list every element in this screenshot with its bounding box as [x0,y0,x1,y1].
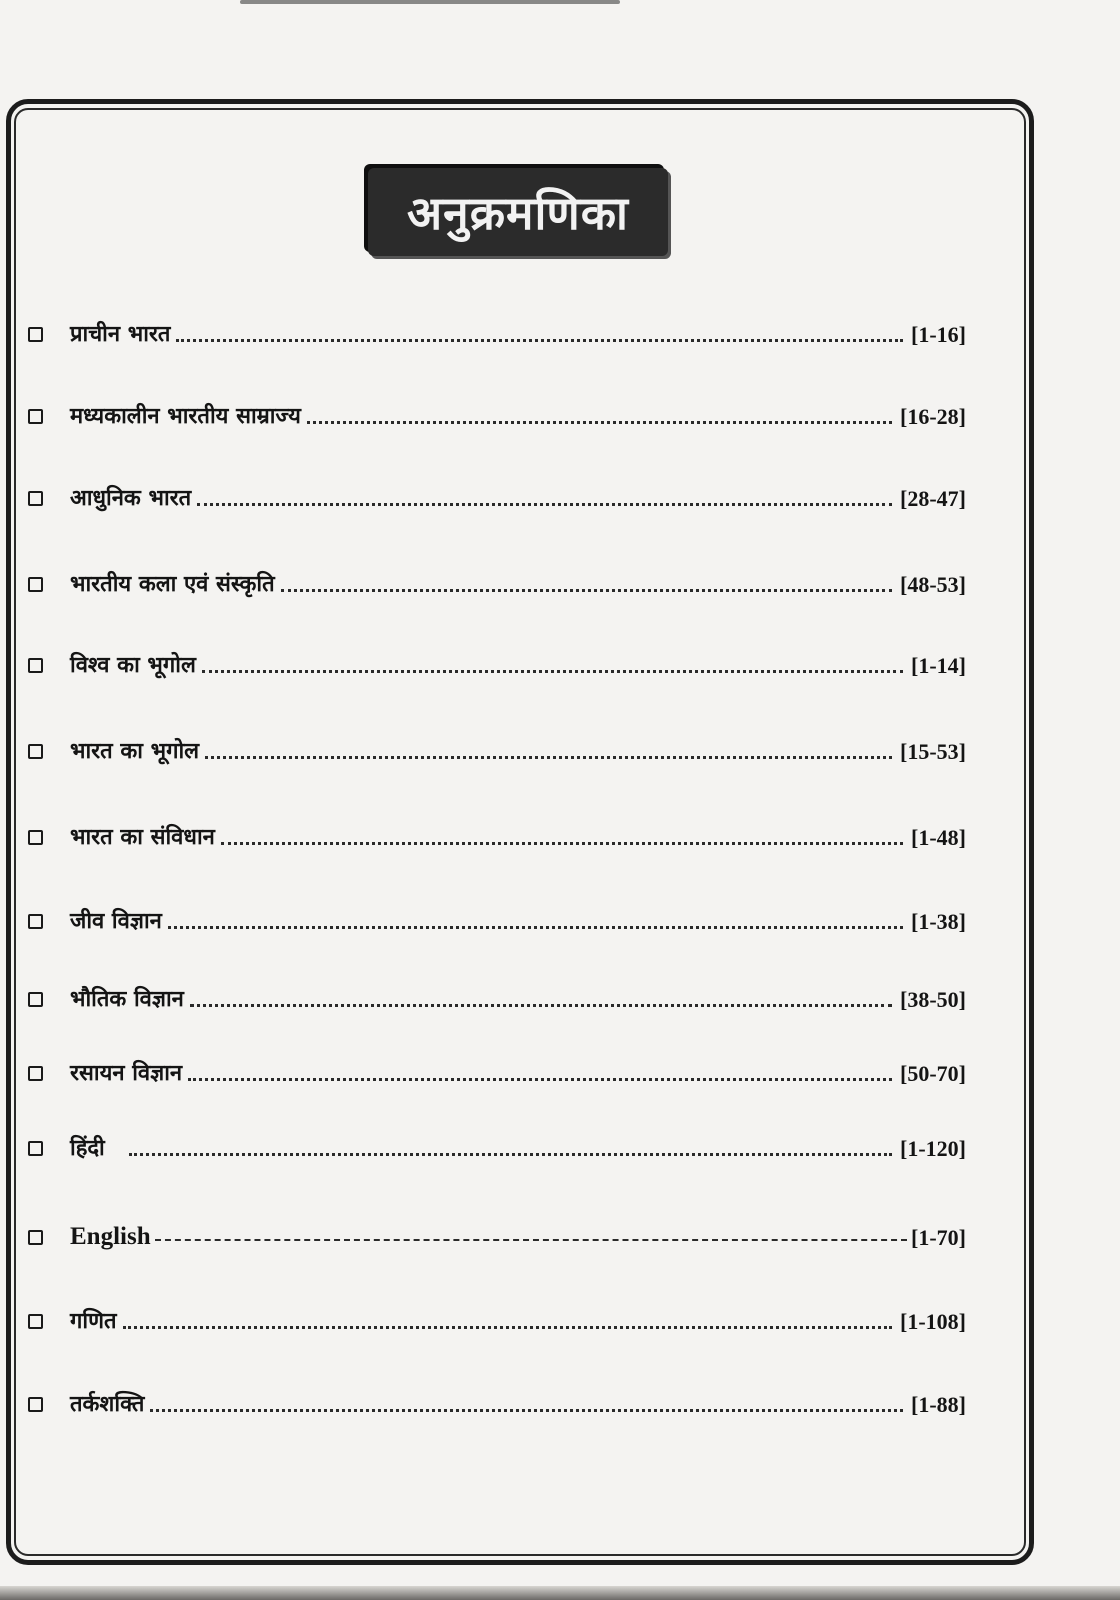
checkbox-bullet-icon [28,1397,43,1412]
toc-entry [26,474,966,514]
entry-pages: [50-70] [900,1061,966,1086]
dash-leader [155,1238,907,1241]
page-title: अनुक्रमणिका [407,186,629,240]
dot-leader [307,420,892,424]
entry-title: हिंदी [70,1136,105,1161]
entry-pages: [1-108] [900,1309,966,1334]
entry-title: भारतीय कला एवं संस्कृति [70,572,275,597]
checkbox-bullet-icon [28,658,43,673]
checkbox-bullet-icon [28,577,43,592]
entry-title: मध्यकालीन भारतीय साम्राज्य [70,404,301,429]
entry-title: आधुनिक भारत [70,486,192,511]
toc-entry [26,1213,966,1253]
entry-title: भारत का भूगोल [70,739,200,764]
toc-entry [26,1297,966,1337]
checkbox-bullet-icon [28,1141,43,1156]
checkbox-bullet-icon [28,992,43,1007]
table-of-contents [26,0,966,1600]
toc-entry [26,560,966,600]
checkbox-bullet-icon [28,327,43,342]
toc-entry [26,392,966,432]
toc-entry [26,1124,966,1164]
entry-title: English [70,1223,151,1250]
dot-leader [205,755,892,759]
entry-title: भारत का संविधान [70,825,215,850]
dot-leader [168,925,903,929]
entry-pages: [38-50] [900,987,966,1012]
checkbox-bullet-icon [28,491,43,506]
entry-pages: [1-38] [911,909,966,934]
page-bottom-shadow [0,1586,1120,1600]
checkbox-bullet-icon [28,914,43,929]
dot-leader [281,588,892,592]
dot-leader [150,1408,903,1412]
entry-title: प्राचीन भारत [70,322,171,347]
toc-entry [26,813,966,853]
entry-pages: [15-53] [900,739,966,764]
entry-title: भौतिक विज्ञान [70,987,184,1012]
entry-pages: [48-53] [900,572,966,597]
entry-pages: [1-16] [911,322,966,347]
entry-title: जीव विज्ञान [70,909,162,934]
dot-leader [176,338,903,342]
checkbox-bullet-icon [28,409,43,424]
checkbox-bullet-icon [28,1066,43,1081]
entry-pages: [1-14] [911,653,966,678]
toc-entry [26,310,966,350]
entry-title: गणित [70,1309,117,1334]
entry-title: रसायन विज्ञान [70,1061,183,1086]
toc-entry [26,1380,966,1420]
entry-pages: [1-48] [911,825,966,850]
toc-entry [26,727,966,767]
dot-leader [129,1152,892,1156]
dot-leader [202,669,903,673]
checkbox-bullet-icon [28,1230,43,1245]
checkbox-bullet-icon [28,1314,43,1329]
toc-entry [26,897,966,937]
entry-pages: [16-28] [900,404,966,429]
entry-pages: [1-70] [911,1225,966,1250]
dot-leader [188,1077,892,1081]
toc-entry [26,1049,966,1089]
dot-leader [190,1003,892,1007]
dot-leader [197,502,892,506]
entry-pages: [1-88] [911,1392,966,1417]
entry-pages: [1-120] [900,1136,966,1161]
entry-title: विश्व का भूगोल [70,653,196,678]
checkbox-bullet-icon [28,744,43,759]
dot-leader [123,1325,892,1329]
entry-title: तर्कशक्ति [70,1392,145,1417]
checkbox-bullet-icon [28,830,43,845]
toc-entry [26,975,966,1015]
toc-entry [26,641,966,681]
dot-leader [221,841,903,845]
entry-pages: [28-47] [900,486,966,511]
